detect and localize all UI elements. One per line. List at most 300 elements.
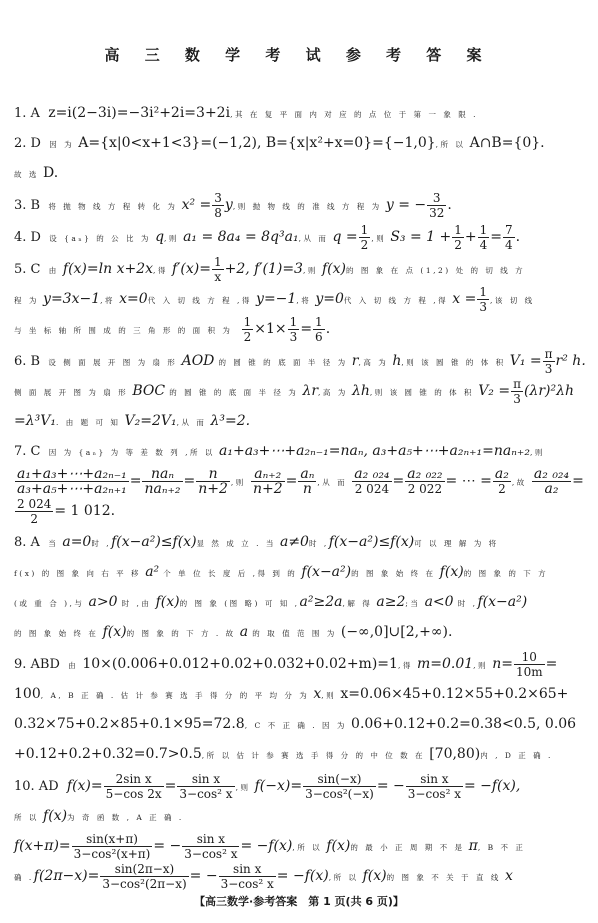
fraction	[303, 772, 376, 801]
text-q8-m1: a=0	[62, 534, 92, 550]
text-q7-n5: ,故	[511, 478, 527, 487]
text-q3-m4: .	[447, 197, 452, 213]
text-q8-m5: a²	[145, 564, 160, 580]
text-q5-m12: .	[325, 321, 331, 337]
text-q9-n8: 内 , D 正 确 .	[480, 751, 553, 760]
text-q6-n4: ,则 该 圆 锥 的 体 积	[401, 358, 506, 367]
text-q8-m15: a	[239, 624, 249, 640]
text-q10-f6n: sin x	[182, 832, 239, 847]
text-q8-n4: 时 ,	[308, 539, 329, 548]
text-q10-f6d: 3−cos² x	[184, 847, 238, 861]
text-q4-f3n: 1	[479, 223, 488, 237]
text-q9-m2: m=0.01	[416, 656, 474, 672]
text-q7-n2: ,则	[529, 448, 545, 457]
text-q6-f2n: π	[513, 377, 521, 391]
text-q4-f4n: 7	[505, 223, 513, 237]
text-q3-n1: 将 抛 物 线 方 程 转 化 为	[48, 202, 178, 211]
answer-line	[14, 437, 582, 467]
text-q7-m4: =	[285, 473, 298, 489]
text-q9-n2: ,得	[397, 661, 413, 670]
fraction	[313, 315, 325, 344]
answer-line	[14, 772, 582, 802]
text-q5-m8: y=0	[315, 291, 344, 307]
text-q6-n7: ,高 为	[318, 388, 348, 397]
text-q7-f1n: a₁+a₃+⋯+a₂ₙ₋₁	[17, 466, 127, 482]
text-q7-f7n: a₂ ₀₂₂	[407, 466, 443, 482]
text-q3-f2n: 3	[427, 191, 446, 206]
text-q6-n1: 设 侧 面 展 开 图 为 扇 形	[48, 358, 178, 367]
text-q5-n10: ,该 切 线	[489, 296, 535, 305]
answer-line	[14, 618, 582, 648]
fraction	[142, 467, 182, 496]
text-q4-f2d: 2	[454, 238, 462, 252]
text-q10-n4: ,所 以	[292, 843, 323, 852]
fraction	[511, 377, 523, 406]
text-q10-f8n: sin x	[219, 862, 276, 877]
text-q8-m13: f(x−a²)	[477, 594, 528, 610]
text-q5-m4: f(x)	[322, 261, 347, 277]
text-q6-f2d: 3	[513, 392, 521, 406]
fraction	[477, 285, 489, 314]
text-q6-n6: 的 圆 锥 的 底 面 半 径 为	[169, 388, 299, 397]
text-q9-m7: x=0.06×45+0.12×55+0.2×65+	[340, 686, 569, 702]
text-q5-n3: ,则	[302, 266, 318, 275]
text-q9-n5: ,则	[321, 691, 337, 700]
text-q5-f1d: x	[214, 270, 222, 284]
fraction	[452, 223, 464, 252]
text-q7-m6: = ⋯ =	[445, 473, 492, 489]
text-q2-m2: A∩B={0}.	[469, 135, 545, 151]
text-q8-m7: f(x)	[439, 564, 464, 580]
text-q10-m11: π	[468, 838, 478, 854]
text-q3-n2: ,则 抛 物 线 的 准 线 方 程 为	[232, 202, 382, 211]
answer-line	[14, 862, 582, 892]
text-q1-num: 1. A	[14, 106, 40, 121]
fraction	[352, 467, 391, 496]
answer-line	[14, 129, 582, 159]
text-q1-math: z=i(2−3i)=−3i²+2i=3+2i	[48, 105, 231, 121]
text-q5-f5n: 1	[315, 315, 323, 329]
text-q6-m4: V₁ =	[509, 353, 542, 369]
text-q10-f4n: sin x	[406, 772, 463, 787]
answer-line	[14, 528, 582, 558]
text-q5-f4d: 3	[289, 330, 298, 344]
text-q3-f1d: 8	[214, 206, 222, 220]
fraction	[212, 191, 224, 220]
text-q6-m5: r² h.	[555, 353, 586, 369]
fraction	[298, 467, 316, 496]
text-q8-n12: 的 图 象 (图 略) 可 知 ,	[179, 599, 300, 608]
text-q10-m10: f(x)	[326, 838, 351, 854]
text-q8-n17: 的 图 象 的 下 方 . 故	[126, 629, 236, 638]
text-q8-n9: 的 图 象 的 下 方	[463, 569, 549, 578]
text-q10-f2n: sin x	[177, 772, 234, 787]
answer-5	[14, 255, 582, 345]
fraction	[242, 315, 254, 344]
text-q5-m11: =	[300, 321, 313, 337]
text-q2-n2: ,所 以	[435, 140, 466, 149]
text-q9-f1n: 10	[514, 650, 545, 665]
text-q10-n2: 所 以	[14, 813, 39, 822]
text-q3-f1n: 3	[214, 191, 222, 205]
text-q8-m6: f(x−a²)	[301, 564, 352, 580]
fraction	[405, 467, 444, 496]
text-q5-f2n: 1	[479, 285, 487, 299]
text-q8-m11: a≥2	[376, 594, 406, 610]
fraction	[196, 467, 230, 496]
text-q10-m7: f(x+π)=	[14, 838, 71, 854]
text-q10-f3n: sin(−x)	[303, 772, 376, 787]
text-q7-f4d: n+2	[252, 481, 283, 497]
text-q4-f1d: 2	[360, 238, 369, 252]
text-q2-n3: 故 选	[14, 170, 39, 179]
text-q5-n7: 代 入 切 线 方 程 ,得	[147, 296, 252, 305]
fraction	[288, 315, 300, 344]
text-q10-m13: = −	[189, 868, 218, 884]
text-q7-m7: =	[572, 473, 584, 489]
text-q8-n8: 的 图 象 始 终 在	[351, 569, 436, 578]
answer-line	[14, 99, 582, 129]
fraction	[72, 832, 153, 861]
answer-10	[14, 772, 582, 892]
answer-line	[14, 467, 582, 497]
text-q8-n16: 的 图 象 始 终 在	[14, 629, 99, 638]
answer-2	[14, 129, 582, 189]
text-q10-n1: ,则	[235, 783, 251, 792]
text-q6-m12: V₂=2V₁	[124, 413, 177, 429]
text-q6-m11: =λ³V₁	[14, 413, 56, 429]
text-q7-f1d: a₃+a₅+⋯+a₂ₙ₊₁	[17, 481, 127, 497]
text-q6-n3: ,高 为	[358, 358, 389, 367]
text-q8-n14: ;当	[405, 599, 421, 608]
text-q5-n5: 程 为	[14, 296, 39, 305]
answer-7	[14, 437, 582, 526]
text-q8-m16: (−∞,0]∪[2,+∞).	[340, 624, 453, 640]
answer-line	[14, 740, 582, 770]
text-q4-m7: .	[515, 229, 521, 245]
text-q6-m3: h	[392, 353, 402, 369]
text-q3-f2d: 32	[429, 206, 445, 220]
text-q7-f6d: 2 024	[354, 482, 390, 496]
text-q8-n7: 个 单 位 长 度 后 ,得 到 的	[163, 569, 298, 578]
text-q3-m3: y = −	[385, 197, 427, 213]
text-q10-f7d: 3−cos²(2π−x)	[102, 877, 187, 891]
text-q7-f3n: n	[196, 467, 230, 482]
answer-line	[14, 588, 582, 618]
fraction	[219, 862, 276, 891]
fraction	[503, 223, 515, 252]
text-q3-m2: y	[224, 197, 233, 213]
text-q10-m2: =	[164, 778, 177, 794]
text-q7-n1: 因 为 {aₙ} 为 等 差 数 列 ,所 以	[48, 448, 215, 457]
text-q9-f1d: 10m	[515, 665, 543, 679]
text-q5-m6: x=0	[119, 291, 148, 307]
text-q8-n11: 时 ,由	[121, 599, 152, 608]
text-q8-m3: a≠0	[279, 534, 309, 550]
text-q10-m9: = −f(x)	[240, 838, 293, 854]
text-q8-n10: (或 重 合 ),与	[14, 599, 85, 608]
text-q8-n15: 时 ,	[457, 599, 478, 608]
text-q9-m10: +0.12+0.2+0.32=0.7>0.5	[14, 746, 202, 762]
fraction	[104, 772, 164, 801]
text-q10-f4d: 3−cos² x	[407, 787, 461, 801]
answer-line	[14, 802, 582, 832]
text-q6-f1n: π	[544, 347, 553, 361]
text-q5-f3n: 1	[243, 315, 252, 329]
fraction	[543, 347, 555, 376]
text-q7-n4: ,从 而	[317, 478, 348, 487]
answer-1	[14, 99, 582, 129]
text-q10-n9: 的 图 象 不 关 于 直 线	[386, 873, 501, 882]
text-q10-n8: ,所 以	[328, 873, 359, 882]
text-q5-f5d: 6	[315, 330, 323, 344]
text-q6-m1: AOD	[181, 353, 215, 369]
text-q7-f6n: a₂ ₀₂₄	[354, 466, 390, 482]
text-q10-m16: x	[504, 868, 513, 884]
answer-line	[14, 223, 582, 253]
text-q7-f9d: a₂	[544, 481, 559, 497]
answer-3	[14, 191, 582, 221]
text-q10-f3d: 3−cos²(−x)	[305, 787, 374, 801]
text-q2-m3: D.	[43, 165, 59, 181]
text-q8-m8: a>0	[88, 594, 118, 610]
text-q4-n2: ,则	[164, 234, 179, 243]
text-q10-m8: = −	[153, 838, 182, 854]
text-q10-m6: f(x)	[43, 808, 68, 824]
text-q9-m8: 0.32×75+0.2×85+0.1×95=72.8	[14, 716, 245, 732]
text-q5-m5: y=3x−1	[43, 291, 101, 307]
text-q9-n7: ,所 以 估 计 参 赛 选 手 得 分 的 中 位 数 在	[201, 751, 426, 760]
text-q7-f3d: n+2	[198, 481, 228, 497]
text-q7-f10d: 2	[30, 512, 38, 526]
answer-9	[14, 650, 582, 770]
text-q5-n6: ,将	[100, 296, 116, 305]
text-q5-m2: f′(x)=	[172, 261, 211, 277]
text-q4-n1: 设 {aₙ} 的 公 比 为	[49, 234, 151, 243]
text-q5-m3: +2, f′(1)=3	[224, 261, 303, 277]
text-q10-n5: 的 最 小 正 周 期 不 是	[350, 843, 465, 852]
text-q7-m5: =	[392, 473, 405, 489]
text-q6-m7: λr	[302, 383, 319, 399]
answer-line	[14, 191, 582, 221]
text-q9-n3: ,则	[473, 661, 489, 670]
text-q4-num: 4. D	[14, 230, 41, 245]
text-q8-num: 8. A	[14, 535, 40, 550]
text-q2-m1: A={x|0<x+1<3}=(−1,2), B={x|x²+x=0}={−1,0}	[78, 135, 436, 151]
text-q3-num: 3. B	[14, 198, 41, 213]
page-title: 高 三 数 学 考 试 参 考 答 案	[104, 46, 492, 64]
text-q8-n13: ,解 得	[342, 599, 373, 608]
text-q5-m10: ×1×	[254, 321, 287, 337]
text-q10-m3: f(−x)=	[254, 778, 303, 794]
text-q4-f1n: 1	[360, 223, 369, 237]
text-q7-f8n: a₂	[494, 466, 509, 482]
text-q10-n6: , B 不 正	[477, 843, 526, 852]
answer-line	[14, 832, 582, 862]
answer-line	[14, 285, 582, 315]
text-q5-f3d: 2	[243, 330, 252, 344]
text-q5-n8: ,将	[296, 296, 312, 305]
text-q5-f4n: 1	[289, 315, 298, 329]
fraction	[493, 467, 511, 496]
answer-6	[14, 347, 586, 437]
text-q6-n9: . 由 题 可 知	[55, 418, 121, 427]
text-q7-m1: a₁+a₃+⋯+a₂ₙ₋₁=naₙ, a₃+a₅+⋯+a₂ₙ₊₁=naₙ₊₂	[219, 443, 530, 459]
text-q9-m1: 10×(0.006+0.012+0.02+0.032+0.02+m)=1	[82, 656, 398, 672]
text-q8-m2: f(x−a²)≤f(x)	[111, 534, 197, 550]
text-q9-n4: , A, B 正 确 . 估 计 参 赛 选 手 得 分 的 平 均 分 为	[40, 691, 310, 700]
answer-line	[14, 159, 582, 189]
fraction	[15, 467, 129, 496]
text-q8-n5: 可 以 理 解 为 将	[414, 539, 499, 548]
text-q8-n1: 当	[48, 539, 59, 548]
text-q8-n3: 显 然 成 立 . 当	[196, 539, 276, 548]
text-q5-n2: ,得	[153, 266, 168, 275]
fraction	[532, 467, 571, 496]
text-q5-f1n: 1	[213, 255, 222, 269]
text-q2-n1: 因 为	[49, 140, 75, 149]
text-q10-f5n: sin(x+π)	[72, 832, 153, 847]
text-q5-n4: 的 图 象 在 点 (1,2) 处 的 切 线 方	[346, 266, 526, 275]
text-q1-note: ,其 在 复 平 面 内 对 应 的 点 位 于 第 一 象 限 .	[230, 110, 478, 119]
text-q10-f7n: sin(2π−x)	[100, 862, 188, 877]
text-q2-num: 2. D	[14, 136, 41, 151]
text-q4-n3: ,从 而	[298, 234, 329, 243]
text-q9-m6: x	[313, 686, 322, 702]
text-q8-n2: 时 ,	[91, 539, 112, 548]
answer-line	[14, 710, 582, 740]
text-q10-m1: f(x)=	[66, 778, 103, 794]
fraction	[212, 255, 224, 284]
text-q5-f2d: 3	[479, 300, 487, 314]
answer-4	[14, 223, 582, 253]
text-q10-m5: = −f(x),	[463, 778, 521, 794]
text-q7-f8d: 2	[498, 482, 506, 496]
text-q8-m12: a<0	[424, 594, 454, 610]
text-q4-m2: a₁ = 8a₄ = 8q³a₁	[183, 229, 299, 245]
answer-line	[14, 497, 582, 526]
text-q8-m14: f(x)	[102, 624, 127, 640]
text-q9-n6: , C 不 正 确 . 因 为	[244, 721, 347, 730]
text-q8-m9: f(x)	[155, 594, 180, 610]
text-q6-m8: λh	[351, 383, 370, 399]
text-q10-f8d: 3−cos² x	[220, 877, 274, 891]
text-q6-m2: r	[351, 353, 359, 369]
text-q8-n6: f(x) 的 图 象 向 右 平 移	[14, 569, 142, 578]
text-q7-f9n: a₂ ₀₂₄	[533, 466, 570, 482]
text-q5-m9: x =	[452, 291, 477, 307]
fraction	[359, 223, 371, 252]
text-q10-m14: = −f(x)	[276, 868, 329, 884]
text-q4-m1: q	[155, 229, 165, 245]
text-q6-n10: ,从 而	[176, 418, 207, 427]
text-q7-f5d: n	[302, 481, 312, 497]
text-q6-m10: (λr)²λh	[523, 383, 574, 399]
text-q10-n7: 确 .	[14, 873, 34, 882]
fraction	[15, 497, 53, 526]
text-q7-m2: =	[129, 473, 142, 489]
text-q4-m6: =	[490, 229, 503, 245]
fraction	[406, 772, 463, 801]
text-q8-m10: a²≥2a	[299, 594, 343, 610]
text-q6-m6: BOC	[132, 383, 166, 399]
text-q3-m1: x² =	[181, 197, 212, 213]
answer-line	[14, 680, 582, 710]
text-q8-m4: f(x−a²)≤f(x)	[328, 534, 415, 550]
text-q4-n4: ,则	[371, 234, 387, 243]
text-q5-n9: 代 入 切 线 方 程 ,得	[343, 296, 449, 305]
text-q9-m5: 100	[14, 686, 41, 702]
text-q6-n8: ,则 该 圆 锥 的 体 积	[369, 388, 475, 397]
text-q7-n3: ,则	[230, 478, 246, 487]
page-footer: 【高三数学·参考答案 第 1 页(共 6 页)】	[194, 895, 404, 908]
fraction	[514, 650, 545, 679]
text-q9-m9: 0.06+0.12+0.2=0.38<0.5, 0.06	[351, 716, 577, 732]
fraction	[427, 191, 446, 220]
text-q5-m7: y=−1	[256, 291, 297, 307]
text-q6-n5: 侧 面 展 开 图 为 扇 形	[14, 388, 129, 397]
text-q7-m8: = 1 012.	[54, 503, 116, 519]
text-q7-num: 7. C	[14, 444, 41, 459]
text-q7-f5n: aₙ	[300, 466, 315, 482]
answer-line	[14, 315, 582, 345]
text-q6-m9: V₂ =	[478, 383, 511, 399]
text-q10-m15: f(x)	[362, 868, 387, 884]
text-q5-m1: f(x)=ln x+2x	[62, 261, 153, 277]
text-q6-num: 6. B	[14, 354, 41, 369]
fraction	[251, 467, 285, 496]
text-q7-f2d: naₙ₊₂	[144, 481, 181, 497]
text-q9-m4: =	[545, 656, 558, 672]
fraction	[177, 772, 234, 801]
text-q7-m3: =	[183, 473, 196, 489]
text-q4-f2n: 1	[454, 223, 462, 237]
answer-line	[14, 650, 582, 680]
fraction	[100, 862, 188, 891]
text-q5-num: 5. C	[14, 262, 41, 277]
text-q6-f1d: 3	[544, 362, 553, 376]
text-q7-f10n: 2 024	[17, 497, 52, 511]
text-q4-m4: S₃ = 1 +	[390, 229, 452, 245]
text-q4-f4d: 4	[505, 238, 513, 252]
text-q10-f5d: 3−cos²(x+π)	[73, 847, 151, 861]
text-q5-n11: 与 坐 标 轴 所 围 成 的 三 角 形 的 面 积 为	[14, 326, 233, 335]
text-q5-n1: 由	[48, 266, 59, 275]
text-q10-f1d: 5−cos 2x	[105, 787, 162, 801]
answer-line	[14, 347, 586, 377]
text-q7-f7d: 2 022	[407, 482, 443, 496]
text-q10-m4: = −	[376, 778, 405, 794]
answer-8	[14, 528, 582, 648]
text-q8-n18: 的 取 值 范 围 为	[252, 629, 337, 638]
text-q9-m3: n=	[492, 656, 513, 672]
text-q4-f3d: 4	[479, 238, 488, 252]
text-q10-m12: f(2π−x)=	[33, 868, 100, 884]
text-q7-f2n: naₙ	[142, 467, 182, 482]
text-q6-m13: λ³=2.	[210, 413, 251, 429]
answer-line	[14, 255, 582, 285]
answer-line	[14, 377, 582, 407]
fraction	[478, 223, 490, 252]
text-q10-f1n: 2sin x	[104, 772, 164, 787]
text-q7-f4n: aₙ₊₂	[251, 467, 285, 482]
text-q10-num: 10. AD	[14, 779, 59, 794]
text-q9-num: 9. ABD	[14, 657, 60, 672]
text-q9-n1: 由	[68, 661, 79, 670]
answer-line	[14, 407, 582, 437]
answer-line	[14, 558, 582, 588]
text-q9-m11: [70,80)	[429, 746, 481, 762]
